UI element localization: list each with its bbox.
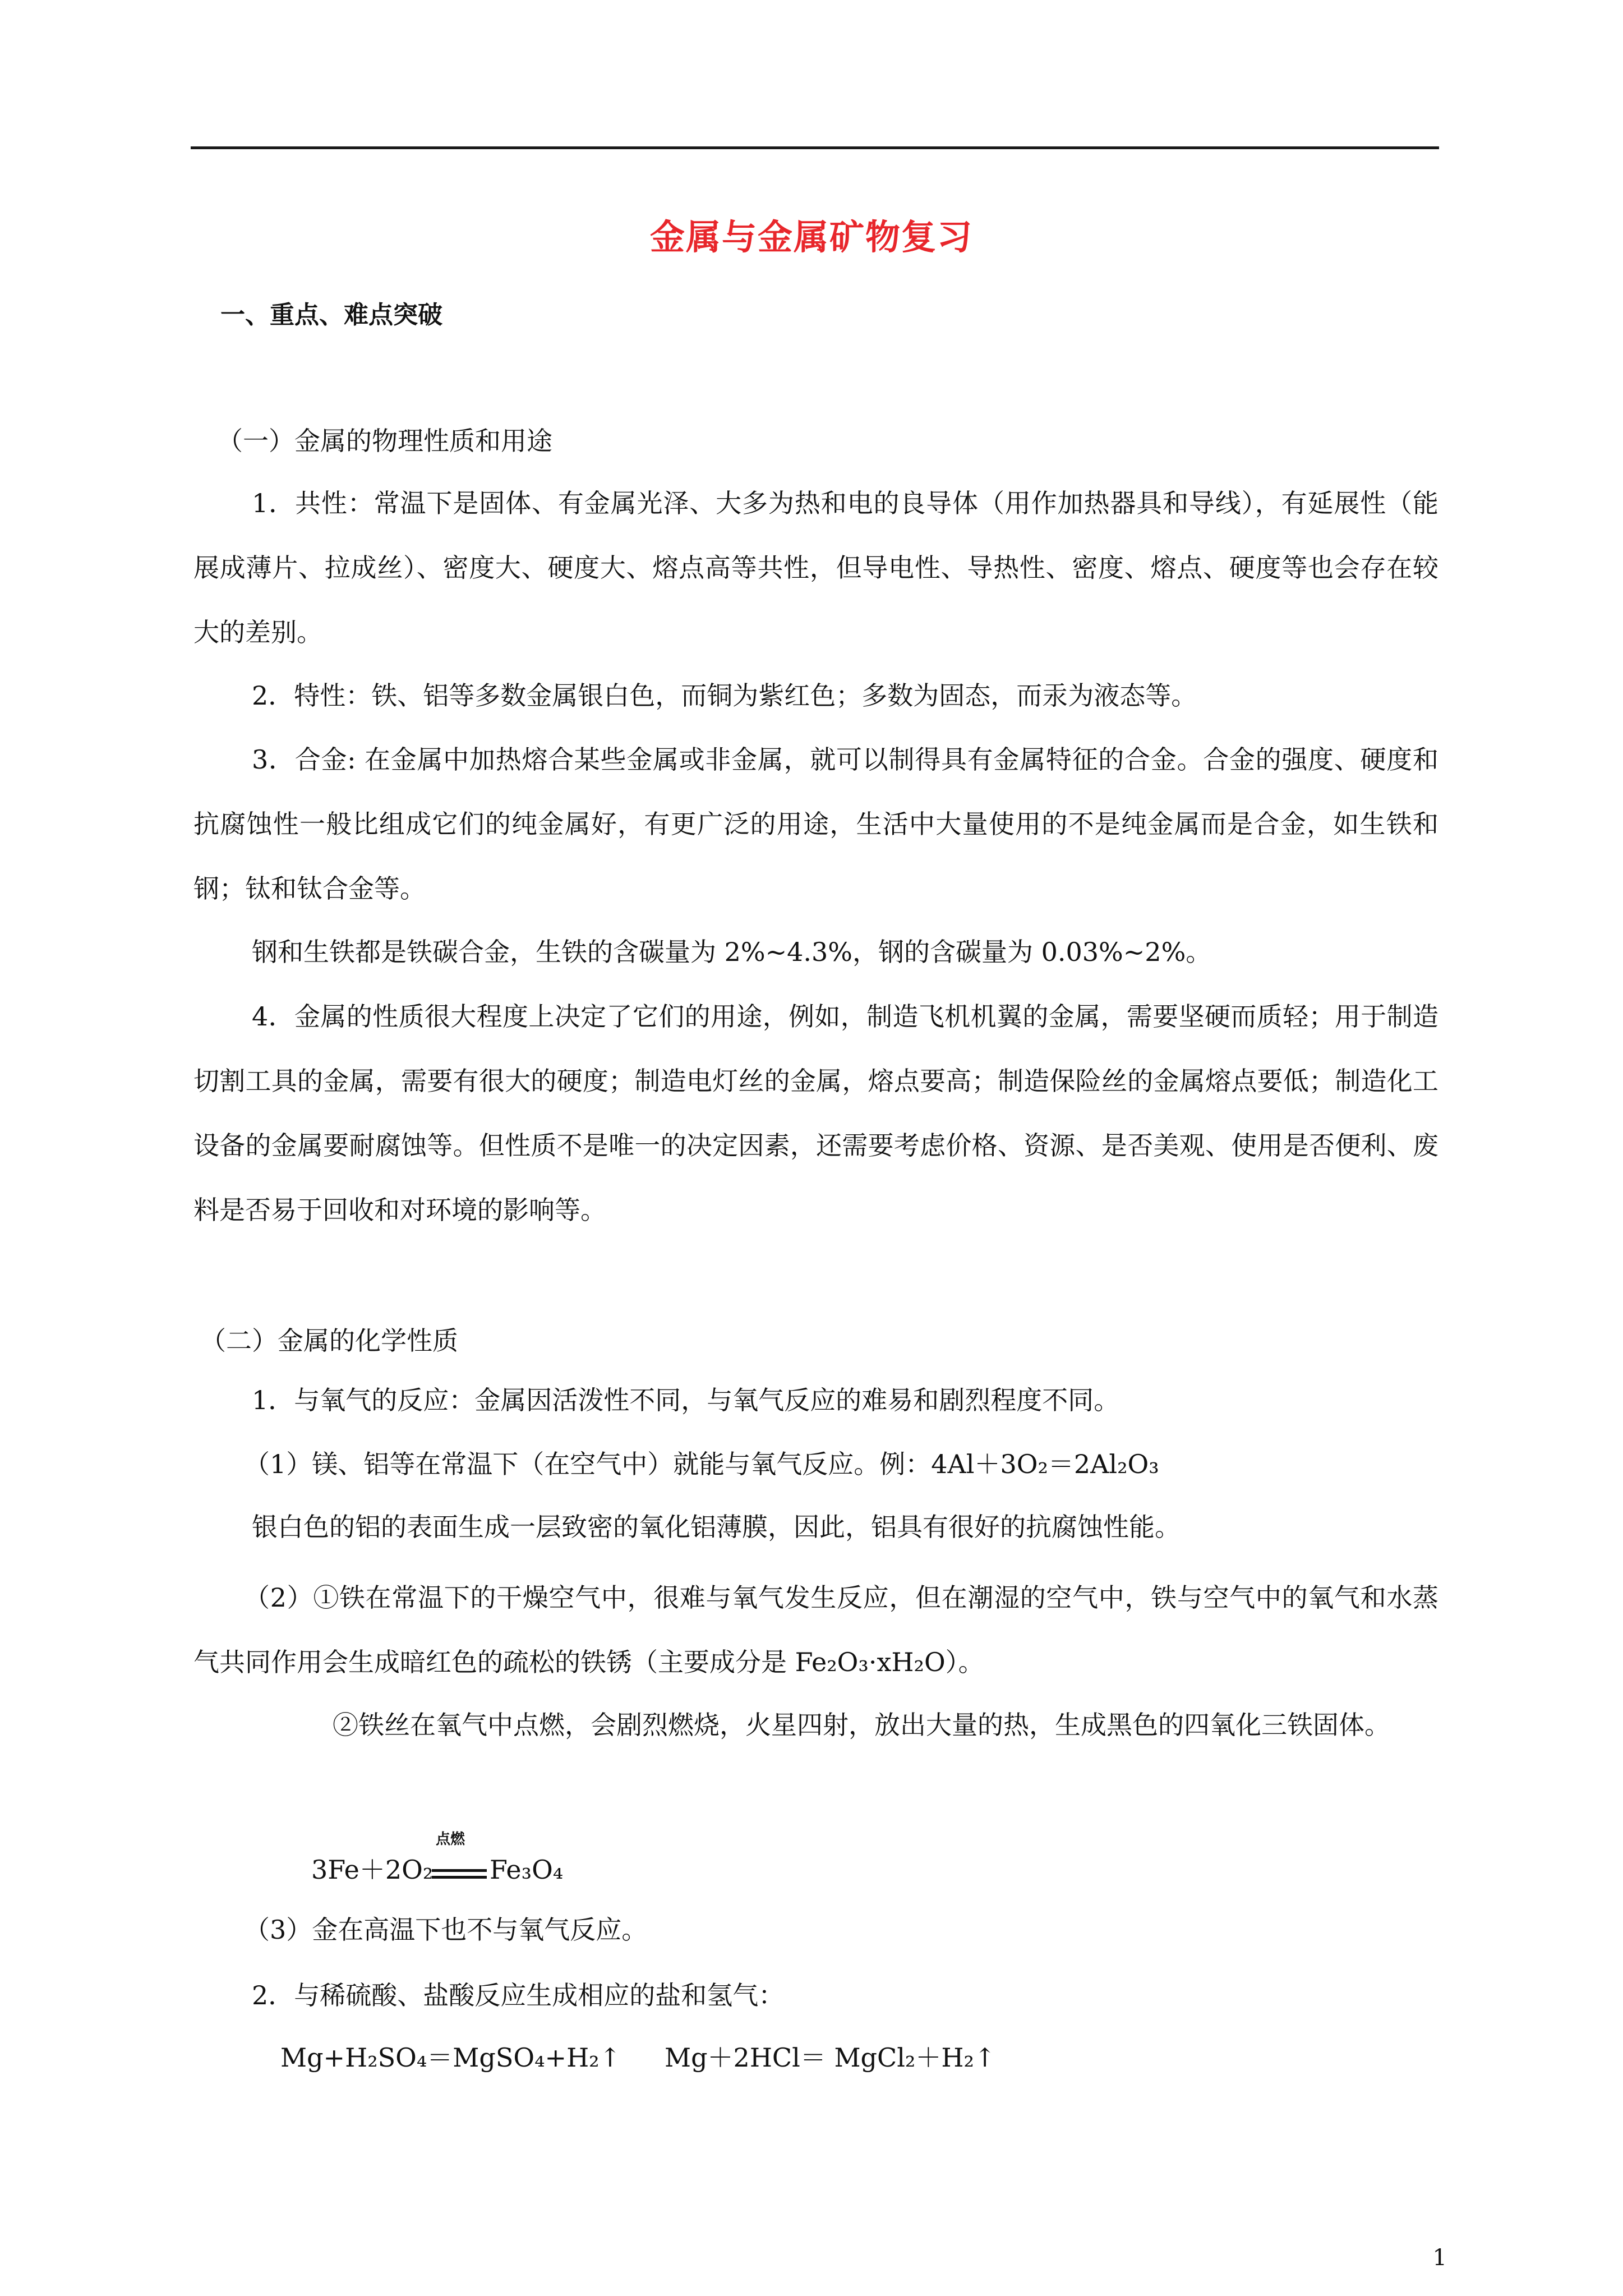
document-title: 金属与金属矿物复习: [649, 217, 973, 257]
paragraph-text: （2）①铁在常温下的干燥空气中，很难与氧气发生反应，但在潮湿的空气中，铁与空气中的氧气和水蒸气共同作用会生成暗红色的疏松的铁锈（主要成分是 Fe₂O₃·xH₂O）。: [193, 1582, 1438, 1677]
header-rule: [191, 146, 1439, 149]
paragraph-text: 钢和生铁都是铁碳合金，生铁的含碳量为 2%~4.3%，钢的含碳量为 0.03%~2%。: [252, 937, 1212, 967]
paragraph-text: 2．特性：铁、铝等多数金属银白色，而铜为紫红色；多数为固态，而汞为液态等。: [252, 680, 1197, 711]
equation-condition: 点燃: [436, 1831, 465, 1848]
paragraph-alloys: [193, 728, 1438, 921]
equation-mg-sulfuric: Mg+H₂SO₄＝MgSO₄+H₂↑: [280, 2042, 621, 2073]
paragraph-uses: [193, 984, 1438, 1243]
paragraph-text: 4．金属的性质很大程度上决定了它们的用途，例如，制造飞机机翼的金属，需要坚硬而质轻；用于制造切割工具的金属，需要有很大的硬度；制造电灯丝的金属，熔点要高；制造保险丝的金属熔点要低；制造化工设备的金属要耐腐蚀等。但性质不是唯一的决定因素，还需要考虑价格、资源、是否美观、使用是否便利、废料是否易于回收和对环境的影响等。: [193, 1001, 1438, 1225]
subsection-heading-chemical-properties: （二）金属的化学性质: [200, 1326, 458, 1356]
paragraph-common-properties: [193, 471, 1438, 665]
equation-bar-top: [432, 1869, 487, 1872]
paragraph-iron-burning: [193, 1693, 1438, 1757]
equation-rhs: Fe₃O₄: [490, 1855, 564, 1885]
section-heading-key-points: 一、重点、难点突破: [220, 301, 442, 329]
paragraph-oxygen-reaction: 1．与氧气的反应：金属因活泼性不同，与氧气反应的难易和剧烈程度不同。: [252, 1385, 1120, 1415]
equation-iron-combustion: [311, 1830, 603, 1892]
equation-aluminum-oxide: 4Al＋3O₂＝2Al₂O₃: [931, 1449, 1159, 1479]
paragraph-special-properties: [193, 664, 1438, 728]
equation-lhs: 3Fe＋2O₂: [311, 1855, 434, 1885]
equation-mg-hydrochloric: Mg＋2HCl＝ MgCl₂＋H₂↑: [665, 2042, 996, 2073]
paragraph-text: 3．合金: 在金属中加热熔合某些金属或非金属，就可以制得具有金属特征的合金。合金的强度、硬度和抗腐蚀性一般比组成它们的纯金属好，有更广泛的用途，生活中大量使用的不是纯金属而是合金，如生铁和钢；钛和钛合金等。: [193, 744, 1438, 904]
paragraph-acid-reaction: 2．与稀硫酸、盐酸反应生成相应的盐和氢气：: [252, 1980, 785, 2010]
paragraph-steel-iron-carbon: [193, 920, 1438, 984]
subsection-heading-physical-properties: （一）金属的物理性质和用途: [217, 426, 552, 456]
paragraph-text: 1．共性：常温下是固体、有金属光泽、大多为热和电的良导体（用作加热器具和导线），有延展性（能展成薄片、拉成丝）、密度大、硬度大、熔点高等共性，但导电性、导热性、密度、熔点、硬度等也会存在较大的差别。: [193, 488, 1438, 647]
paragraph-gold: （3）金在高温下也不与氧气反应。: [244, 1915, 648, 1945]
paragraph-mg-al-oxygen: [244, 1444, 1159, 1484]
paragraph-text: （1）镁、铝等在常温下（在空气中）就能与氧气反应。例：: [244, 1449, 932, 1479]
paragraph-text: ②铁丝在氧气中点燃，会剧烈燃烧，火星四射，放出大量的热，生成黑色的四氧化三铁固体。: [333, 1710, 1390, 1740]
paragraph-iron-rust: [193, 1566, 1438, 1695]
equation-bar-bottom: [432, 1876, 487, 1879]
page-number: 1: [1432, 2245, 1447, 2271]
paragraph-aluminum-film: 银白色的铝的表面生成一层致密的氧化铝薄膜，因此，铝具有很好的抗腐蚀性能。: [252, 1512, 1181, 1542]
